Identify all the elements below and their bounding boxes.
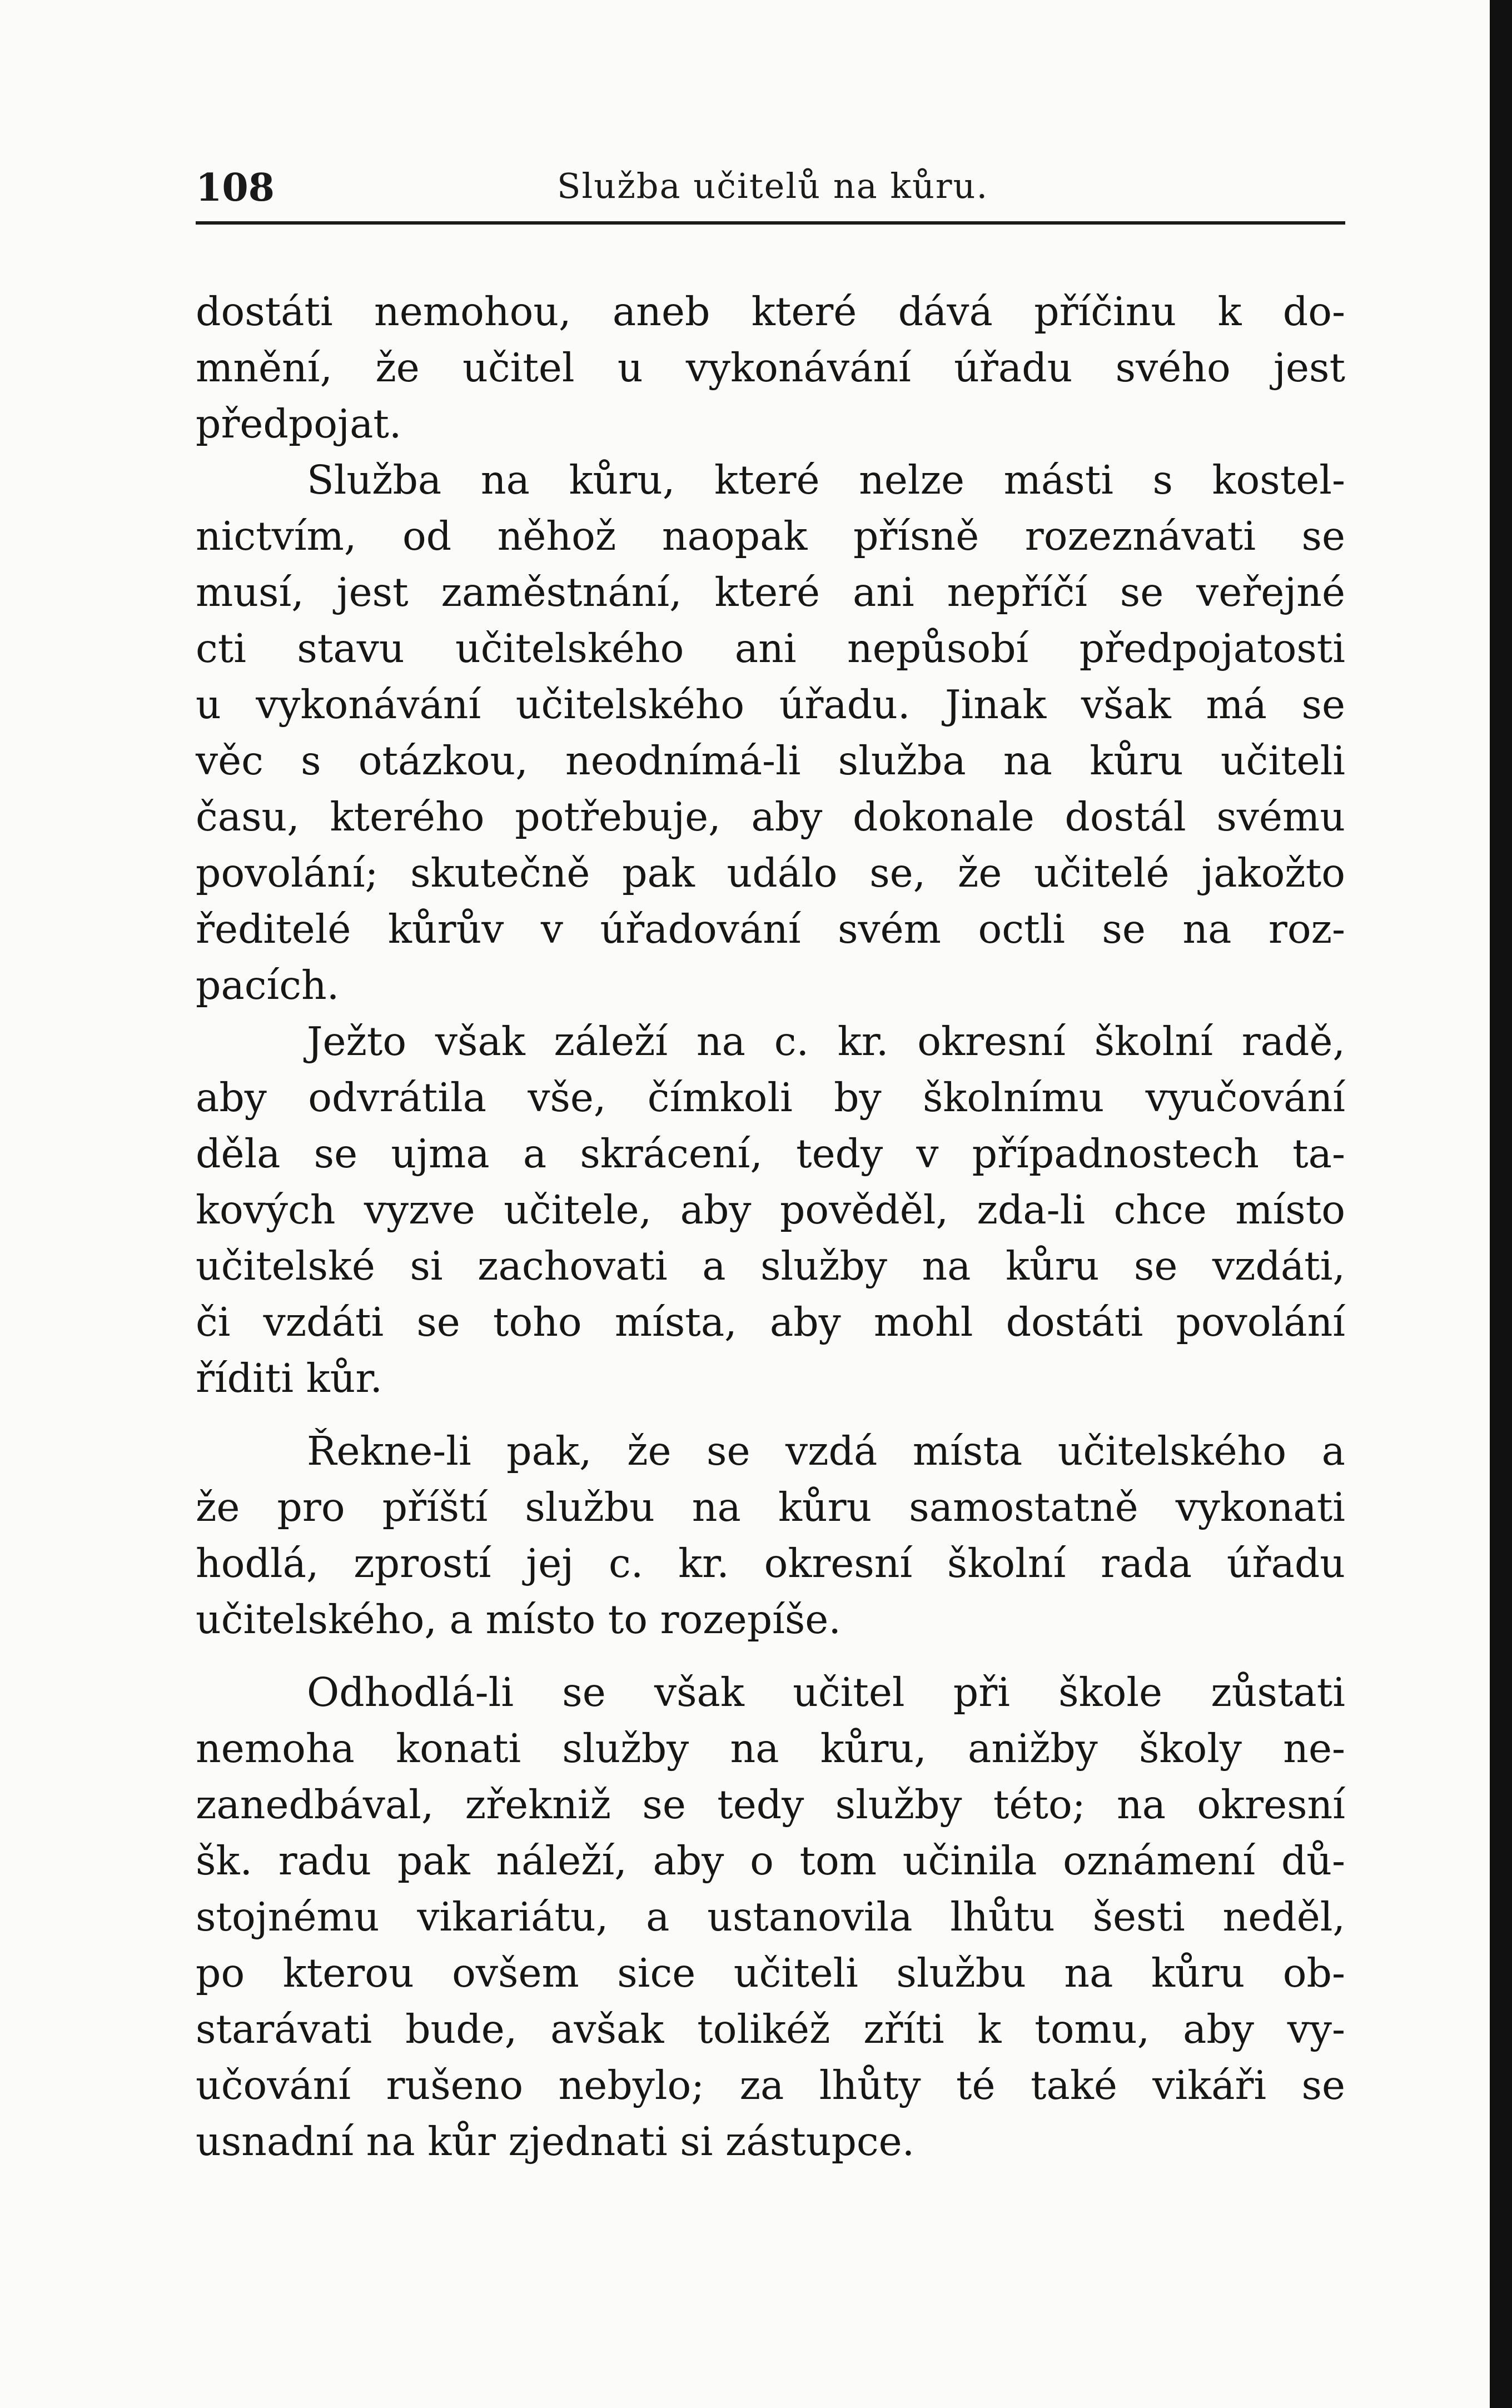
page-number: 108 <box>196 166 275 210</box>
text-line: u vykonávání učitelského úřadu. Jinak však má se <box>196 681 1345 728</box>
text-line: po kterou ovšem sice učiteli službu na kůru ob- <box>196 1950 1345 1996</box>
text-line: nemoha konati služby na kůru, anižby školy ne- <box>196 1725 1345 1772</box>
text-line: předpojat. <box>196 401 402 447</box>
text-line: aby odvrátila vše, čímkoli by školnímu vyučování <box>196 1074 1345 1121</box>
text-line: šk. radu pak náleží, aby o tom učinila oznámení dů- <box>196 1838 1345 1884</box>
text-line: času, kterého potřebuje, aby dokonale dostál svému <box>196 794 1345 840</box>
text-line: zanedbával, zřekniž se tedy služby této; na okresní <box>196 1782 1345 1828</box>
header-rule <box>196 221 1345 225</box>
paragraph-gap <box>196 1648 1345 1664</box>
text-line: hodlá, zprostí jej c. kr. okresní školní rada úřadu <box>196 1540 1345 1586</box>
text-line: učitelské si zachovati a služby na kůru se vzdáti, <box>196 1243 1345 1289</box>
body-text <box>196 283 1345 2170</box>
text-line: Ježto však záleží na c. kr. okresní školní radě, <box>307 1018 1345 1064</box>
text-line: Odhodlá-li se však učitel při škole zůstati <box>307 1669 1345 1715</box>
text-line: starávati bude, avšak tolikéž zříti k tomu, aby vy- <box>196 2006 1345 2052</box>
text-line: kových vyzve učitele, aby pověděl, zda-li chce místo <box>196 1187 1345 1233</box>
paragraph-gap <box>196 1406 1345 1423</box>
text-line: děla se ujma a skrácení, tedy v případnostech ta- <box>196 1131 1345 1177</box>
running-title: Služba učitelů na kůru. <box>557 166 989 206</box>
text-line: usnadní na kůr zjednati si zástupce. <box>196 2118 915 2165</box>
text-line: stojnému vikariátu, a ustanovila lhůtu šesti neděl, <box>196 1894 1345 1940</box>
text-line: cti stavu učitelského ani nepůsobí předpojatosti <box>196 625 1345 671</box>
text-line: dostáti nemohou, aneb které dává příčinu k do- <box>196 288 1345 335</box>
text-line: musí, jest zaměstnání, které ani nepříčí se veřejné <box>196 569 1345 615</box>
text-line: Služba na kůru, které nelze másti s kostel- <box>307 457 1345 503</box>
text-line: pacích. <box>196 962 340 1008</box>
text-line: že pro příští službu na kůru samostatně vykonati <box>196 1484 1345 1530</box>
text-line: učitelského, a místo to rozepíše. <box>196 1596 841 1643</box>
text-line: povolání; skutečně pak událo se, že učitelé jakožto <box>196 850 1345 896</box>
text-line: mnění, že učitel u vykonávání úřadu svého jest <box>196 345 1345 391</box>
text-line: věc s otázkou, neodnímá-li služba na kůru učiteli <box>196 738 1345 784</box>
text-line: či vzdáti se toho místa, aby mohl dostáti povolání <box>196 1299 1345 1345</box>
text-line: Řekne-li pak, že se vzdá místa učitelského a <box>307 1428 1345 1474</box>
text-line: říditi kůr. <box>196 1355 383 1401</box>
text-line: ředitelé kůrův v úřadování svém octli se na roz- <box>196 906 1345 952</box>
text-line: učování rušeno nebylo; za lhůty té také vikáři se <box>196 2062 1345 2108</box>
text-line: nictvím, od něhož naopak přísně rozeznávati se <box>196 513 1345 559</box>
running-head <box>196 161 1345 217</box>
scan-border <box>1490 0 1512 2408</box>
